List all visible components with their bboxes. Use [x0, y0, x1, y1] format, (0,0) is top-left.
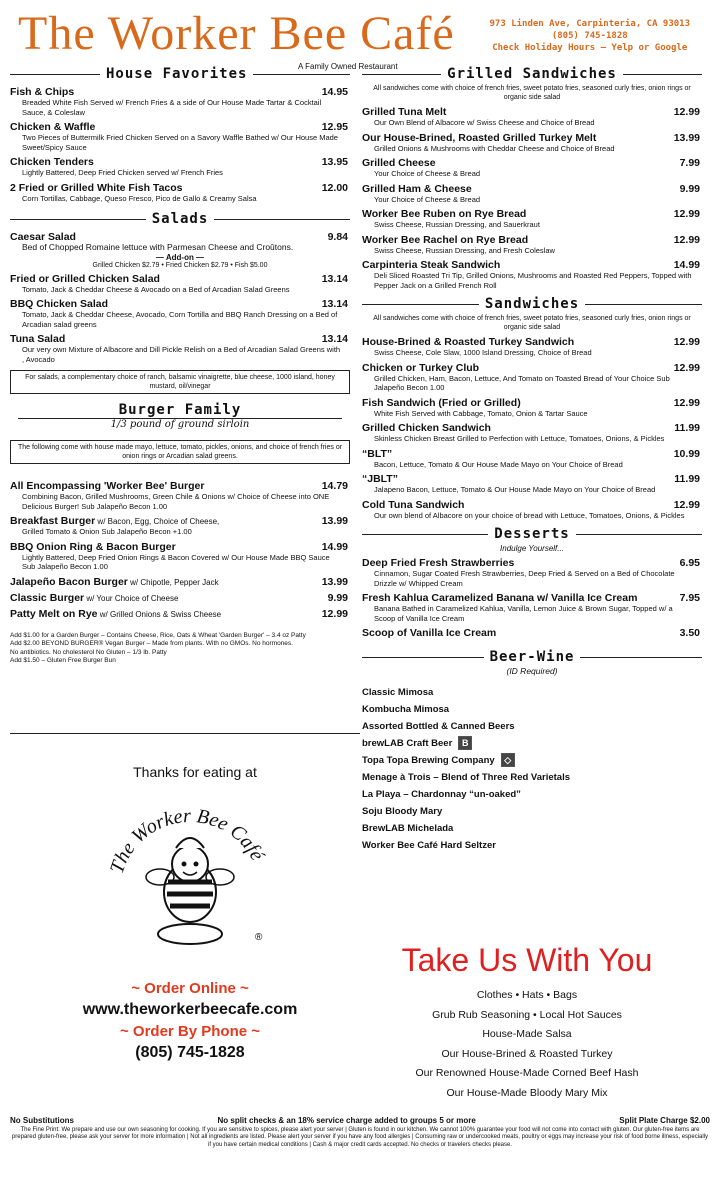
- item-price: 14.99: [673, 259, 700, 271]
- item-desc: Swiss Cheese, Russian Dressing, and Sauerkraut: [374, 220, 540, 229]
- sandwiches-list: [362, 336, 702, 520]
- item-desc: Grilled Tomato & Onion Sub Jalapeño Becon +1.00: [22, 527, 192, 536]
- salads-header: [10, 211, 350, 227]
- item-desc: Skinless Chicken Breast Grilled to Perfection with Lettuce, Tomatoes, Onions, & Pickles: [374, 434, 665, 443]
- section-title: Grilled Sandwiches: [447, 66, 617, 82]
- burger-header: Burger Family: [118, 402, 242, 418]
- no-substitutions: No Substitutions: [10, 1116, 74, 1125]
- item-row: [362, 259, 702, 271]
- item-price: 9.84: [327, 231, 348, 243]
- beer-wine-item: Topa Topa Brewing Company ◇: [362, 752, 702, 769]
- beer-wine-header: [362, 649, 702, 665]
- menu-item: [362, 473, 702, 495]
- item-desc: Jalapeno Bacon, Lettuce, Tomato & Our House Made Mayo on Your Choice of Bread: [374, 485, 656, 494]
- item-name: Grilled Chicken Sandwich: [362, 422, 491, 434]
- svg-text:®: ®: [255, 932, 263, 943]
- beer-wine-sub: (ID Required): [506, 666, 558, 676]
- item-desc: Swiss Cheese, Russian Dressing, and Fresh Coleslaw: [374, 245, 555, 255]
- divider: [362, 657, 484, 658]
- menu-item: [362, 592, 702, 623]
- menu-item: [362, 448, 702, 470]
- order-online-label: ~ Order Online ~: [131, 980, 249, 997]
- addon-note: Add $2.00 BEYOND BURGER® Vegan Burger – Made from plants. With no GMOs. No hormones.: [10, 640, 293, 647]
- item-name: All Encompassing 'Worker Bee' Burger: [10, 480, 205, 492]
- item-row: [362, 132, 702, 144]
- item-desc: Tomato, Jack & Cheddar Cheese & Avocado on a Bed of Arcadian Salad Greens: [22, 284, 290, 294]
- item-price: 13.99: [321, 575, 348, 588]
- order-phone-label: ~ Order By Phone ~: [119, 1023, 261, 1040]
- item-row: [362, 592, 702, 604]
- take-us-list: [362, 986, 692, 1103]
- item-desc: Your Choice of Cheese & Bread: [374, 169, 481, 178]
- burger-subtitle: 1/3 pound of ground sirloin: [110, 419, 250, 430]
- addon-label: — Add-on —: [155, 252, 205, 262]
- burger-addons: [10, 632, 350, 666]
- item-desc: Combining Bacon, Grilled Mushrooms, Green Chile & Onions w/ Choice of Cheese into ONE Delicious Burger! Sub Jalapeño Becon 1.00: [22, 492, 330, 511]
- item-price: 12.99: [673, 106, 700, 118]
- item-name: Grilled Tuna Melt: [362, 106, 447, 118]
- item-price: 13.14: [321, 298, 348, 310]
- beer-wine-item: BrewLAB Michelada: [362, 823, 454, 834]
- order-block: [40, 980, 340, 1062]
- address: 973 Linden Ave, Carpinteria, CA 93013: [489, 19, 690, 29]
- item-row: [10, 592, 350, 604]
- menu-item: [362, 397, 702, 419]
- item-price: 11.99: [674, 422, 700, 434]
- item-name: House-Brined & Roasted Turkey Sandwich: [362, 336, 575, 348]
- menu-item: [10, 541, 350, 572]
- item-row: [10, 182, 350, 194]
- item-price: 12.99: [673, 498, 700, 511]
- item-name: Tuna Salad: [10, 333, 66, 345]
- bee-mascot-icon: [90, 782, 290, 952]
- item-name: Breakfast Burger w/ Bacon, Egg, Choice of Cheese,: [10, 515, 220, 527]
- item-price: 13.99: [321, 515, 348, 527]
- divider: [362, 304, 479, 305]
- item-price: 13.14: [321, 333, 348, 345]
- divider: [253, 74, 350, 75]
- menu-item: [362, 183, 702, 205]
- item-price: 10.99: [673, 447, 700, 460]
- item-name: BBQ Chicken Salad: [10, 298, 109, 310]
- menu-item: [10, 608, 350, 620]
- footer: [10, 1117, 710, 1149]
- item-desc: Your Choice of Cheese & Bread: [374, 194, 481, 204]
- item-name: Chicken & Waffle: [10, 121, 96, 133]
- item-desc: Banana Bathed in Caramelized Kahlua, Vanilla, Lemon Juice & Brown Sugar, Topped w/ a Scoop of Vanilla Ice Cream: [374, 604, 673, 623]
- item-extra: w/ Grilled Onions & Swiss Cheese: [97, 609, 222, 619]
- addon-note: Add $1.50 – Gluten Free Burger Bun: [10, 657, 116, 664]
- website-link[interactable]: www.theworkerbeecafe.com: [82, 1001, 298, 1018]
- beer-wine-item: Worker Bee Café Hard Seltzer: [362, 840, 496, 851]
- take-us-item: Clothes • Hats • Bags: [476, 989, 578, 1001]
- split-checks-note: No split checks & an 18% service charge added to groups 5 or more: [217, 1116, 476, 1125]
- take-us-item: Grub Rub Seasoning • Local Hot Sauces: [432, 1008, 622, 1021]
- menu-item: [10, 592, 350, 604]
- brewlab-logo-icon: B: [458, 736, 472, 750]
- menu-item: [10, 515, 350, 537]
- item-price: 12.99: [673, 336, 700, 348]
- menu-item: [10, 298, 350, 329]
- menu-item: [362, 106, 702, 128]
- item-price: 12.99: [321, 607, 348, 620]
- item-desc: Breaded White Fish Served w/ French Fries & a side of Our House Made Tartar & Cocktail Sauce, & Coleslaw: [22, 98, 322, 117]
- take-us-item: Our House-Brined & Roasted Turkey: [441, 1047, 613, 1060]
- item-row: [362, 557, 702, 569]
- menu-item: [362, 132, 702, 154]
- desserts-sub: Indulge Yourself...: [500, 544, 564, 553]
- item-price: 9.99: [679, 182, 700, 195]
- take-us-item: Our House-Made Bloody Mary Mix: [446, 1086, 608, 1099]
- divider: [362, 74, 441, 75]
- item-desc: Corn Tortillas, Cabbage, Queso Fresco, Pico de Gallo & Creamy Salsa: [22, 193, 257, 203]
- item-desc: Grilled Onions & Mushrooms with Cheddar Cheese and Choice of Bread: [374, 143, 615, 153]
- item-name: Worker Bee Ruben on Rye Bread: [362, 208, 527, 220]
- item-name: Chicken or Turkey Club: [362, 361, 480, 374]
- item-name: “BLT”: [362, 447, 393, 460]
- item-row: [362, 106, 702, 118]
- section-title: Desserts: [494, 526, 570, 542]
- cafe-title: The Worker Bee Café: [18, 7, 455, 60]
- grilled-list: [362, 106, 702, 290]
- salad-dressing-note: For salads, a complementary choice of ranch, balsamic vinaigrette, blue cheese, 1000 island, honey mustard, oil/vinegar: [10, 370, 350, 394]
- addon-note: Add $1.00 for a Garden Burger – Contains Cheese, Rice, Oats & Wheat 'Garden Burger' – 3.4 oz Patty: [10, 631, 306, 639]
- item-price: 7.95: [679, 592, 700, 604]
- item-row: [10, 298, 350, 310]
- menu-item: [10, 156, 350, 178]
- logo-text: The Worker Bee Café: [105, 804, 269, 877]
- header-phone: (805) 745-1828: [551, 31, 628, 41]
- item-extra: w/ Bacon, Egg, Choice of Cheese,: [95, 517, 220, 526]
- menu-item: [10, 480, 350, 511]
- item-desc: Our own blend of Albacore on your choice of bread with Lettuce, Tomatoes, Onions, & Pickles: [374, 510, 685, 520]
- bee-logo: [90, 782, 290, 952]
- item-name: Grilled Ham & Cheese: [362, 182, 472, 195]
- section-title: Salads: [151, 211, 209, 227]
- item-name: Grilled Cheese: [362, 157, 436, 169]
- item-row: [362, 362, 702, 374]
- item-desc: Two Pieces of Buttermilk Fried Chicken Served on a Savory Waffle Bathed w/ Our House Made Sweet/Spicy Sauce: [22, 133, 338, 152]
- menu-item: [362, 422, 702, 444]
- item-price: 13.95: [321, 156, 348, 168]
- item-price: 14.99: [321, 540, 348, 553]
- menu-item: [362, 157, 702, 179]
- fine-print: The Fine Print: We prepare and use our own seasoning for cooking. If you are sensitive to spices, please alert your server | Gluten is found in our kitchen. We cannot 100% guarantee your food will not come into contact with gluten. Our gluten-free items are prepared gluten-free, please ask your server for more information | Not all ingredients are listed. Please alert your server if you have any food allergies | Consuming raw or undercooked meats, poultry or eggs may increase your risk of food borne illness, especially if you have certain medical conditions | Cash & major credit cards accepted. No checks or travelers checks please.: [11, 1126, 709, 1148]
- item-price: 14.95: [321, 86, 348, 98]
- item-desc: Our Own Blend of Albacore w/ Swiss Cheese and Choice of Bread: [374, 118, 595, 127]
- left-column: [10, 62, 350, 666]
- beer-wine-item: Classic Mimosa: [362, 687, 434, 698]
- thanks-text: Thanks for eating at: [133, 764, 257, 780]
- item-price: 3.50: [679, 627, 700, 639]
- beer-wine-item: Assorted Bottled & Canned Beers: [362, 721, 515, 732]
- divider: [214, 219, 350, 220]
- item-desc: Tomato, Jack & Cheddar Cheese, Avocado, Corn Tortilla and BBQ Ranch Dressing on a Bed of Arcadian salad greens: [22, 310, 338, 329]
- desserts-header: [362, 526, 702, 542]
- item-price: 12.99: [673, 233, 700, 246]
- menu-item: [362, 259, 702, 290]
- menu-item: [10, 576, 350, 588]
- menu-item: [10, 182, 350, 204]
- item-price: 14.79: [321, 480, 348, 492]
- right-column: [362, 62, 702, 854]
- menu-item: [362, 234, 702, 256]
- item-price: 12.95: [321, 121, 348, 133]
- item-desc: Lightly Battered, Deep Fried Onion Rings & Bacon Covered w/ Our House Made BBQ Sauce Sub Jalapeño Becon 1.00: [22, 552, 330, 571]
- spacer: [10, 464, 350, 476]
- item-name: Our House-Brined, Roasted Grilled Turkey Melt: [362, 131, 597, 144]
- topa-topa-logo-icon: ◇: [501, 753, 515, 767]
- house-favorites-header: [10, 66, 350, 82]
- item-price: 11.99: [674, 473, 700, 485]
- burger-note: The following come with house made mayo, lettuce, tomato, pickles, onions, and choice of french fries or onion rings or Arcadian salad greens.: [10, 440, 350, 464]
- item-name: Patty Melt on Rye w/ Grilled Onions & Swiss Cheese: [10, 607, 222, 620]
- burgers-list: [10, 480, 350, 620]
- divider: [585, 304, 702, 305]
- item-price: 13.14: [321, 272, 348, 285]
- beer-wine-list: [362, 684, 702, 854]
- item-desc: Cinnamon, Sugar Coated Fresh Strawberries, Deep Fried & Served on a Bed of Chocolate Drizzle w/ Whipped Cream: [374, 569, 675, 588]
- take-us-block: [362, 940, 692, 1103]
- divider: [362, 534, 488, 535]
- item-name: Cold Tuna Sandwich: [362, 498, 465, 511]
- item-row: [10, 273, 350, 285]
- item-price: 13.99: [673, 131, 700, 144]
- item-name: Chicken Tenders: [10, 156, 94, 168]
- item-desc: Our very own Mixture of Albacore and Dill Pickle Relish on a Bed of Arcadian Salad Greens with , Avocado: [22, 345, 341, 364]
- item-row: [362, 422, 702, 434]
- item-price: 12.99: [673, 361, 700, 374]
- menu-item: [362, 336, 702, 358]
- beer-wine-item: brewLAB Craft Beer B: [362, 735, 702, 752]
- item-price: 9.99: [327, 591, 348, 604]
- take-us-item: Our Renowned House-Made Corned Beef Hash: [415, 1067, 639, 1079]
- item-name: “JBLT”: [362, 473, 398, 485]
- sandwiches-sub: All sandwiches come with choice of french fries, sweet potato fries, seasoned curly fries, onion rings or organic side salad: [373, 315, 691, 331]
- item-name: Scoop of Vanilla Ice Cream: [362, 627, 497, 639]
- item-name: Deep Fried Fresh Strawberries: [362, 557, 515, 569]
- section-title: Sandwiches: [484, 296, 580, 312]
- item-row: [10, 515, 350, 527]
- item-row: [362, 627, 702, 639]
- item-name: Carpinteria Steak Sandwich: [362, 259, 501, 271]
- item-price: 7.99: [679, 157, 700, 169]
- beer-wine-item: Soju Bloody Mary: [362, 806, 443, 817]
- menu-item: [10, 231, 350, 253]
- item-row: [10, 121, 350, 133]
- grilled-header: [362, 66, 702, 82]
- item-desc: Bed of Chopped Romaine lettuce with Parmesan Cheese and Croûtons.: [22, 242, 294, 252]
- menu-item: [10, 273, 350, 295]
- item-row: [362, 208, 702, 220]
- item-price: 6.95: [679, 557, 700, 569]
- item-price: 12.99: [673, 396, 700, 409]
- hours-note: Check Holiday Hours – Yelp or Google: [492, 43, 688, 53]
- item-row: [10, 333, 350, 345]
- order-phone-number[interactable]: (805) 745-1828: [135, 1044, 245, 1061]
- item-row: [10, 156, 350, 168]
- item-desc: Bacon, Lettuce, Tomato & Our House Made Mayo on Your Choice of Bread: [374, 459, 623, 469]
- item-extra: w/ Your Choice of Cheese: [84, 593, 179, 603]
- item-row: [362, 336, 702, 348]
- item-row: [362, 473, 702, 485]
- salads-list: [10, 273, 350, 365]
- beer-wine-item: La Playa – Chardonnay “un-oaked”: [362, 789, 521, 800]
- item-price: 12.99: [673, 208, 700, 220]
- address-block: [490, 18, 690, 54]
- menu-item: [362, 499, 702, 521]
- addon-note: No antibiotics. No cholesterol No Gluten – 1/3 lb. Patty: [10, 648, 167, 656]
- grilled-sub: All sandwiches come with choice of french fries, sweet potato fries, seasoned curly fries, onion rings or organic side salad: [373, 85, 691, 101]
- split-plate-charge: Split Plate Charge $2.00: [619, 1116, 710, 1125]
- take-us-item: House-Made Salsa: [482, 1028, 572, 1040]
- item-extra: w/ Chipotle, Pepper Jack: [127, 577, 219, 587]
- item-row: [10, 86, 350, 98]
- menu-item: [362, 627, 702, 639]
- house-favorites-list: [10, 86, 350, 203]
- item-row: [362, 183, 702, 195]
- item-name: Caesar Salad: [10, 231, 76, 243]
- item-name: Fresh Kahlua Caramelized Banana w/ Vanilla Ice Cream: [362, 592, 638, 604]
- divider: [10, 74, 100, 75]
- item-row: [10, 480, 350, 492]
- divider: [10, 733, 360, 734]
- sandwiches-header: [362, 296, 702, 312]
- item-row: [10, 608, 350, 620]
- item-name: 2 Fried or Grilled White Fish Tacos: [10, 181, 183, 194]
- item-row: [362, 157, 702, 169]
- divider: [10, 219, 146, 220]
- item-desc: White Fish Served with Cabbage, Tomato, Onion & Tartar Sauce: [374, 408, 588, 418]
- menu-item: [362, 557, 702, 588]
- item-name: Fish & Chips: [10, 86, 75, 98]
- menu-item: [10, 86, 350, 117]
- divider: [623, 74, 702, 75]
- item-price: 12.00: [321, 181, 348, 194]
- item-row: [10, 541, 350, 553]
- item-name: Jalapeño Bacon Burger w/ Chipotle, Pepper Jack: [10, 575, 219, 588]
- item-row: [10, 576, 350, 588]
- item-row: [362, 234, 702, 246]
- item-row: [362, 397, 702, 409]
- item-row: [362, 448, 702, 460]
- menu-item: [362, 362, 702, 393]
- item-name: Worker Bee Rachel on Rye Bread: [362, 233, 529, 246]
- divider: [576, 534, 702, 535]
- item-desc: Deli Sliced Roasted Tri Tip, Grilled Onions, Mushrooms and Roasted Red Peppers, Topped with Pepper Jack on a Grilled French Roll: [374, 271, 692, 290]
- item-desc: Grilled Chicken, Ham, Bacon, Lettuce, And Tomato on Toasted Bread of Your Choice Sub Jalapeño Becon 1.00: [374, 373, 670, 392]
- beer-wine-item: Kombucha Mimosa: [362, 704, 450, 715]
- section-title: House Favorites: [106, 66, 248, 82]
- addon-line: Grilled Chicken $2.79 • Fried Chicken $2.79 • Fish $5.00: [92, 261, 268, 269]
- item-name: Classic Burger w/ Your Choice of Cheese: [10, 591, 179, 604]
- item-row: [362, 499, 702, 511]
- item-name: Fish Sandwich (Fried or Grilled): [362, 396, 521, 409]
- beer-wine-item: Menage à Trois – Blend of Three Red Varietals: [362, 772, 571, 783]
- item-name: Fried or Grilled Chicken Salad: [10, 272, 160, 285]
- section-title: Beer-Wine: [489, 649, 575, 665]
- divider: [580, 657, 702, 658]
- tagline: A Family Owned Restaurant: [298, 62, 398, 71]
- item-name: BBQ Onion Ring & Bacon Burger: [10, 540, 176, 553]
- item-desc: Lightly Battered, Deep Fried Chicken served w/ French Fries: [22, 168, 223, 177]
- take-us-title: Take Us With You: [401, 942, 653, 978]
- menu-item: [362, 208, 702, 230]
- menu-item: [10, 333, 350, 364]
- desserts-list: [362, 557, 702, 639]
- menu-item: [10, 121, 350, 152]
- item-desc: Swiss Cheese, Cole Slaw, 1000 Island Dressing, Choice of Bread: [374, 348, 592, 357]
